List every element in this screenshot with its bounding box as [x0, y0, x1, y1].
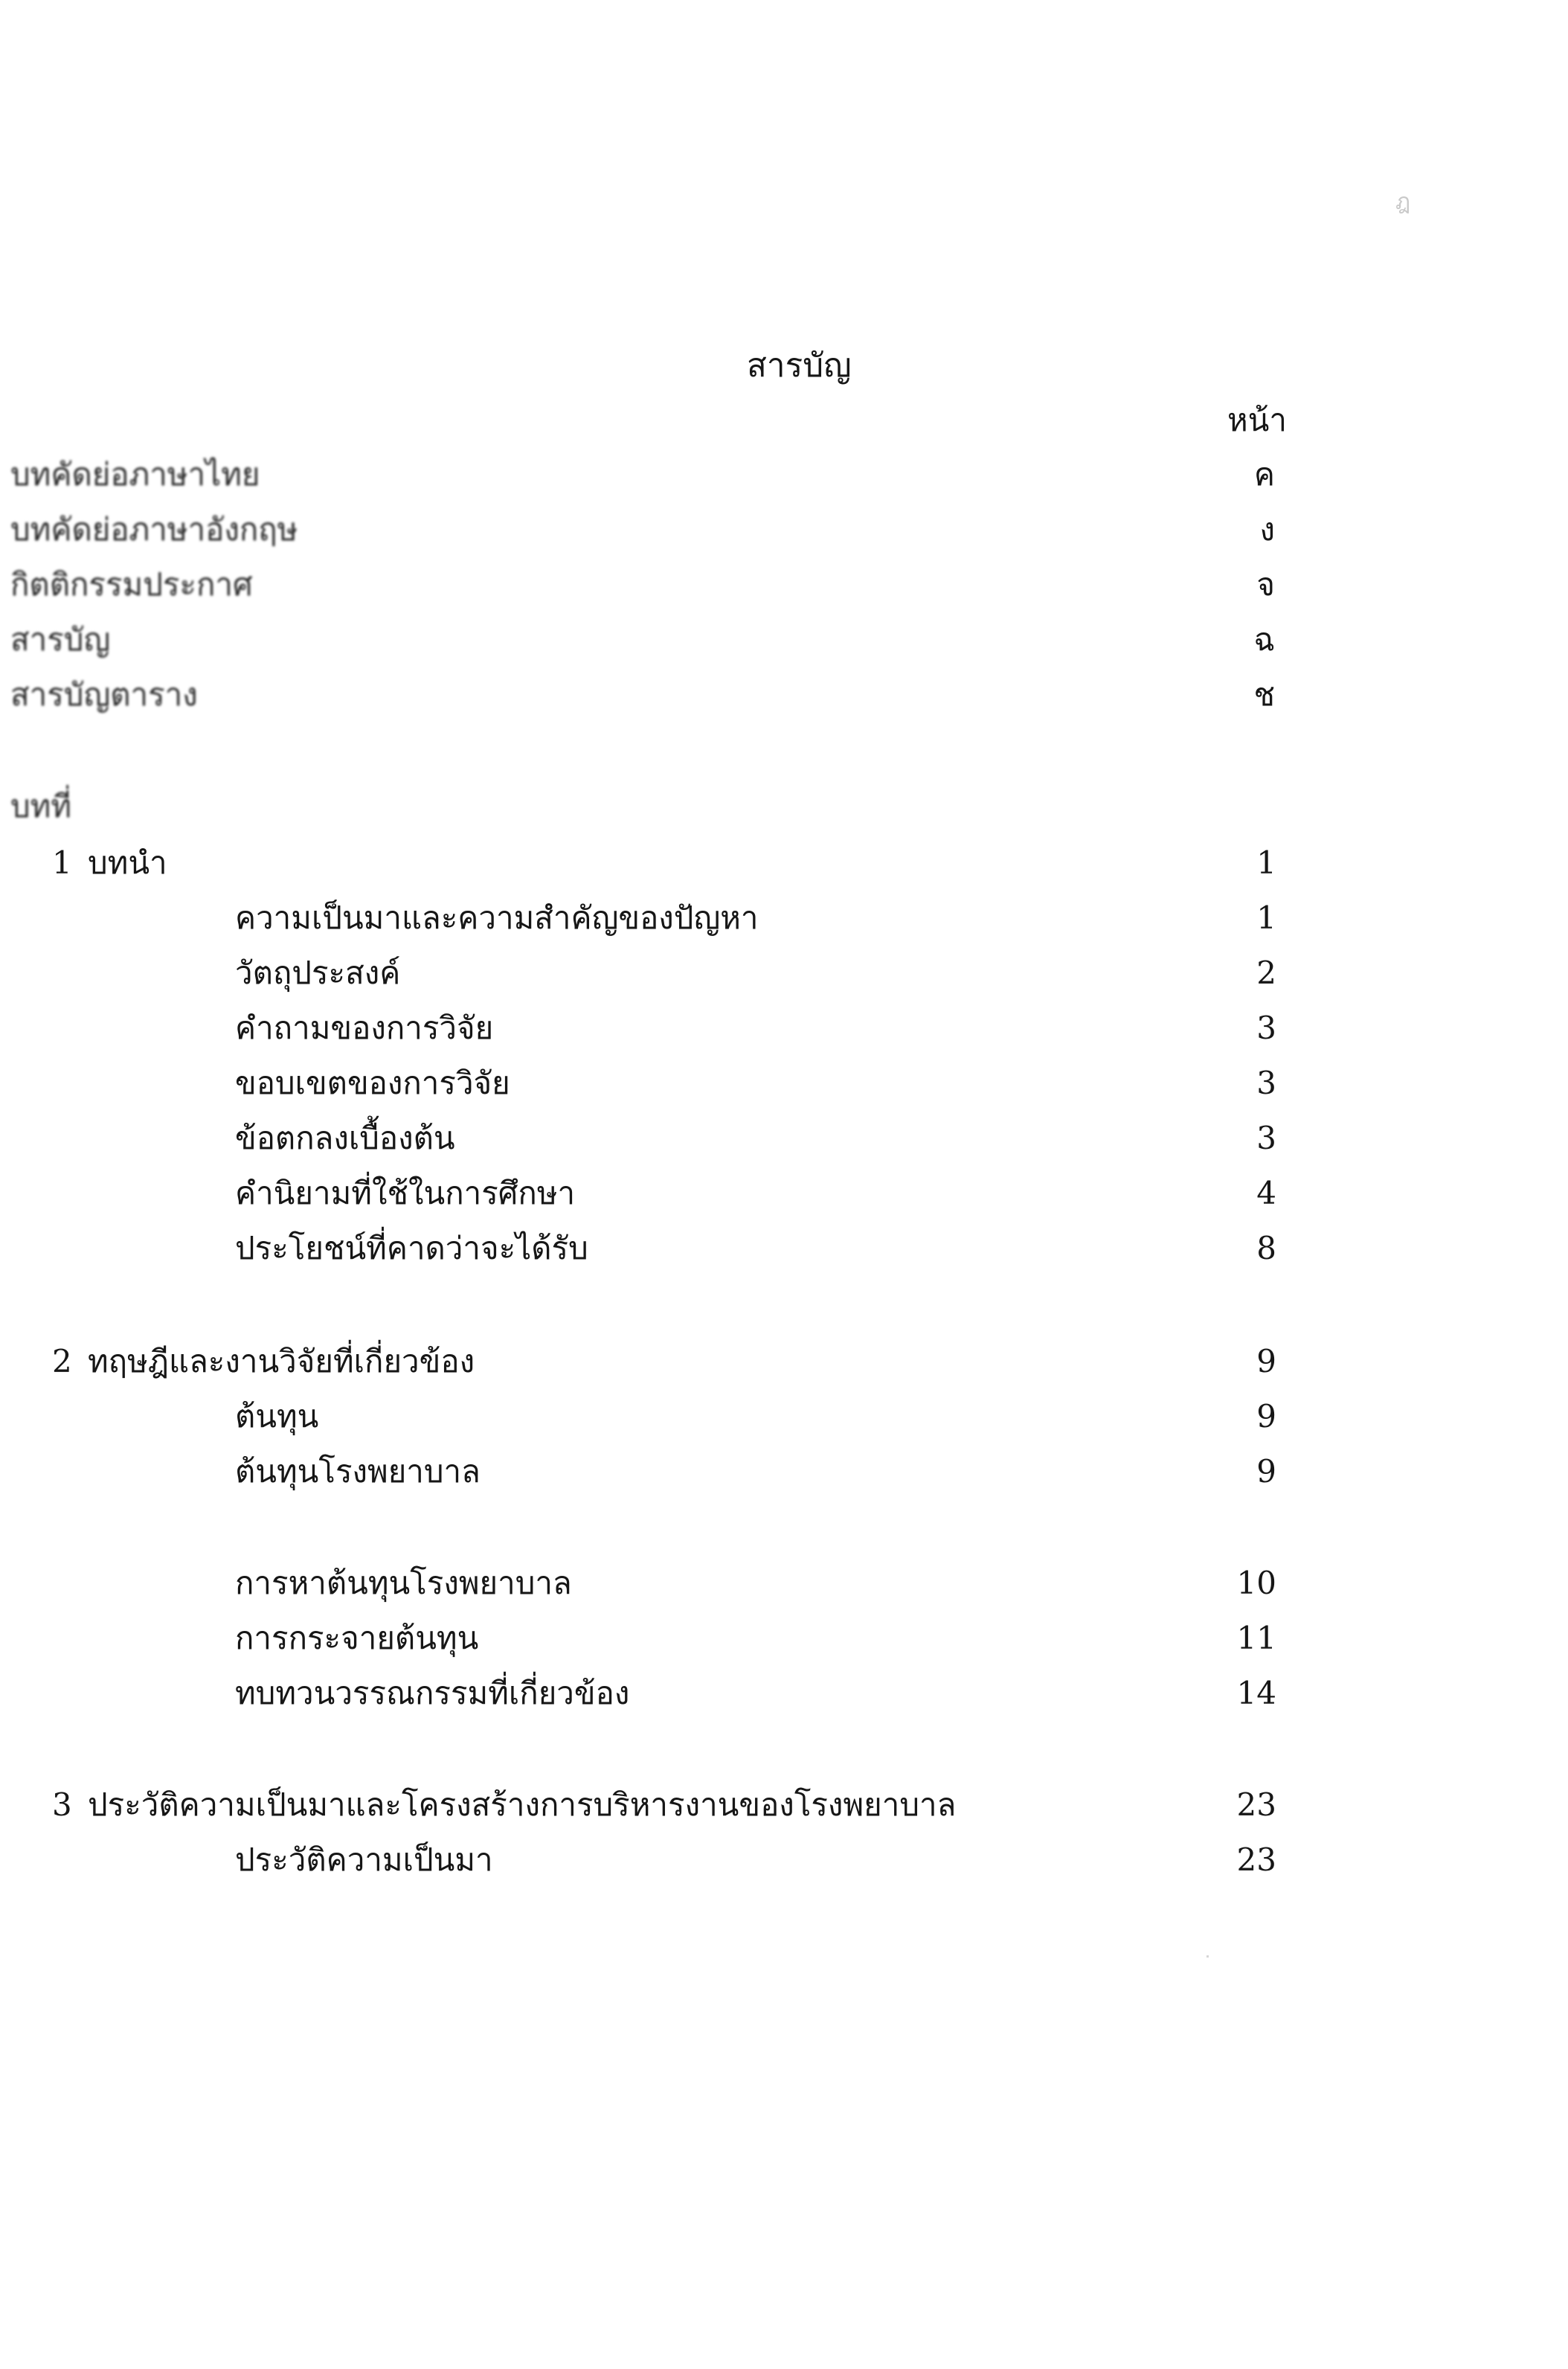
chapter-heading: [52, 842, 167, 884]
toc-page-number: 1: [1256, 844, 1276, 881]
toc-page-number: 9: [1256, 1453, 1276, 1490]
page-column-label: หน้า: [1227, 402, 1287, 438]
toc-page-number: ฉ: [1253, 621, 1275, 658]
toc-section: ความเป็นมาและความสำคัญของปัญหา: [235, 900, 759, 936]
toc-page-number: 3: [1256, 1010, 1276, 1046]
toc-section: การหาต้นทุนโรงพยาบาล: [235, 1565, 572, 1601]
chapter-number: 3: [52, 1786, 72, 1823]
chapter-title: บทนำ: [88, 844, 167, 881]
toc-entry-contents: สารบัญ: [10, 621, 111, 658]
toc-section: ขอบเขตของการวิจัย: [235, 1065, 510, 1101]
toc-entry-acknowledgement: กิตติกรรมประกาศ: [10, 566, 253, 603]
toc-page-number: ง: [1259, 511, 1275, 548]
toc-entry-thai-abstract: บทคัดย่อภาษาไทย: [10, 456, 260, 493]
chapter-heading: [52, 1784, 956, 1826]
corner-page-mark: ฎ: [1395, 189, 1411, 215]
toc-section: ต้นทุนโรงพยาบาล: [235, 1453, 481, 1490]
toc-section: วัตถุประสงค์: [235, 955, 401, 991]
scan-speck: [1206, 1955, 1209, 1958]
toc-page-number: 4: [1256, 1175, 1276, 1211]
chapter-title: ประวัติความเป็นมาและโครงสร้างการบริหารงานของโรงพยาบาล: [88, 1786, 957, 1823]
toc-section: ทบทวนวรรณกรรมที่เกี่ยวข้อง: [235, 1675, 630, 1711]
chapter-heading: [52, 1341, 475, 1382]
toc-page-number: 2: [1256, 955, 1276, 991]
chapter-column-heading: บทที่: [10, 788, 72, 824]
toc-page-number: จ: [1256, 566, 1275, 603]
page-title: สารบัญ: [747, 347, 852, 385]
toc-page-number: 14: [1236, 1675, 1276, 1711]
toc-section: คำนิยามที่ใช้ในการศึกษา: [235, 1175, 576, 1211]
toc-page-number: 3: [1256, 1120, 1276, 1156]
toc-page-number: 8: [1256, 1230, 1276, 1266]
toc-page-number: 23: [1236, 1841, 1276, 1878]
toc-section: ต้นทุน: [235, 1398, 319, 1434]
chapter-title: ทฤษฎีและงานวิจัยที่เกี่ยวข้อง: [88, 1343, 475, 1379]
toc-section: ข้อตกลงเบื้องต้น: [235, 1120, 455, 1156]
toc-page-number: 3: [1256, 1065, 1276, 1101]
toc-section: การกระจายต้นทุน: [235, 1620, 479, 1656]
toc-page-number: ค: [1253, 456, 1275, 493]
toc-page-number: ช: [1253, 676, 1275, 713]
toc-section: ประวัติความเป็นมา: [235, 1841, 493, 1878]
toc-section: คำถามของการวิจัย: [235, 1010, 494, 1046]
chapter-number: 2: [52, 1343, 72, 1379]
chapter-number: 1: [52, 844, 72, 881]
toc-entry-list-of-tables: สารบัญตาราง: [10, 676, 198, 713]
toc-page-number: 9: [1256, 1343, 1276, 1379]
toc-page-number: 11: [1236, 1620, 1276, 1656]
toc-page-number: 23: [1236, 1786, 1276, 1823]
toc-page-number: 10: [1236, 1565, 1276, 1601]
toc-page-number: 1: [1256, 900, 1276, 936]
toc-section: ประโยชน์ที่คาดว่าจะได้รับ: [235, 1230, 588, 1266]
toc-entry-english-abstract: บทคัดย่อภาษาอังกฤษ: [10, 511, 298, 548]
toc-page-number: 9: [1256, 1398, 1276, 1434]
